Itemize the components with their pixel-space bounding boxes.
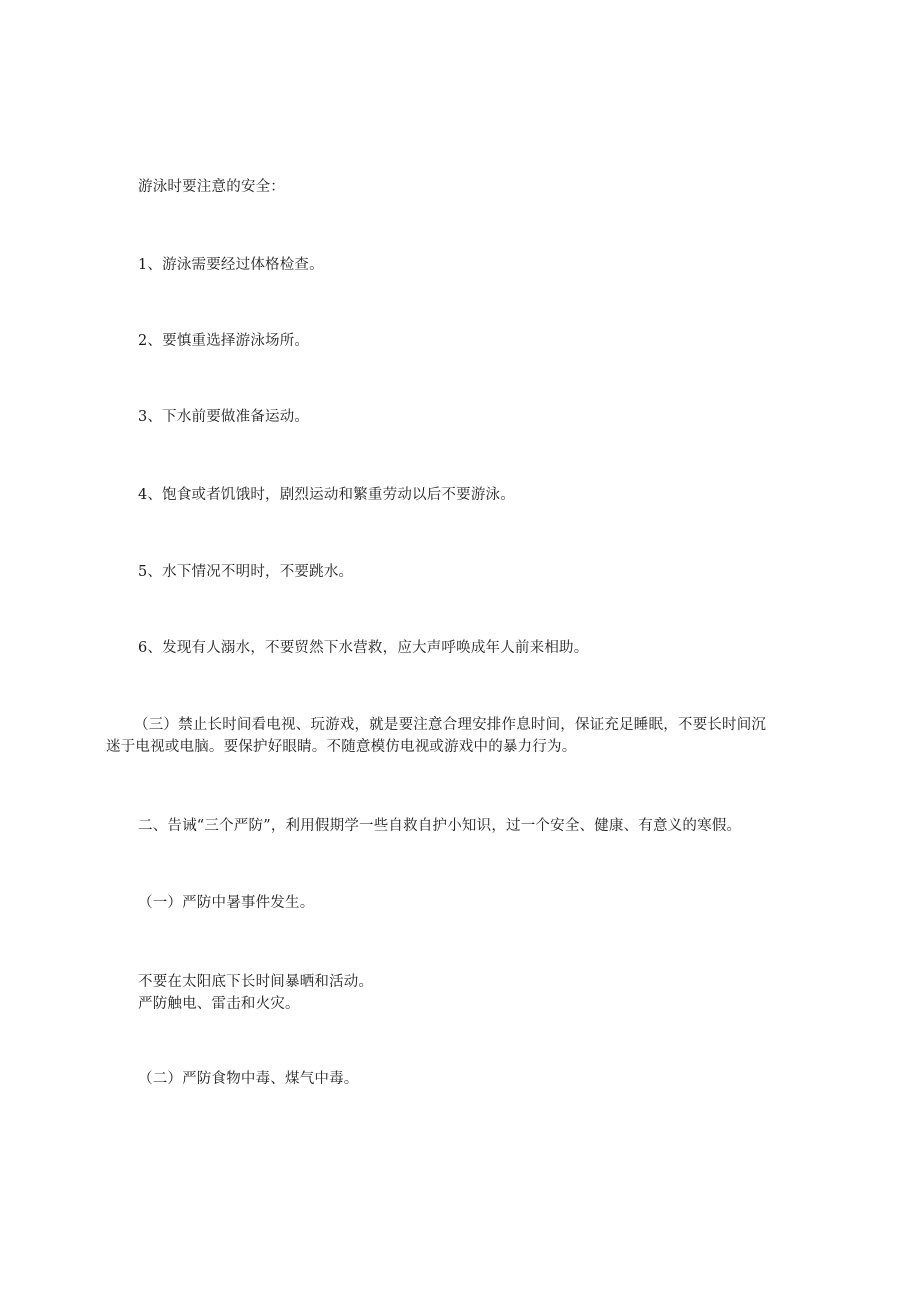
swim-rule-6: 6、发现有人溺水，不要贸然下水营救，应大声呼唤成年人前来相助。 xyxy=(138,640,589,656)
swim-rule-3: 3、下水前要做准备运动。 xyxy=(138,409,310,425)
section-two-heading: 二、告诫“三个严防”，利用假期学一些自救自护小知识，过一个安全、健康、有意义的寒假。 xyxy=(138,818,742,834)
sub-section-one-heading: （一）严防中暑事件发生。 xyxy=(138,895,315,911)
item-three-line-1: （三）禁止长时间看电视、玩游戏，就是要注意合理安排作息时间，保证充足睡眠，不要长时间沉 xyxy=(134,717,767,733)
swim-rule-4: 4、饱食或者饥饿时，剧烈运动和繁重劳动以后不要游泳。 xyxy=(138,487,515,503)
sub-one-line-1: 不要在太阳底下长时间暴晒和活动。 xyxy=(138,974,374,990)
swim-rule-2: 2、要慎重选择游泳场所。 xyxy=(138,333,310,349)
item-three-line-2: 迷于电视或电脑。要保护好眼睛。不随意模仿电视或游戏中的暴力行为。 xyxy=(106,739,577,755)
swim-safety-heading: 游泳时要注意的安全： xyxy=(138,179,285,195)
sub-section-two-heading: （二）严防食物中毒、煤气中毒。 xyxy=(138,1071,359,1087)
item-three-paragraph xyxy=(106,714,806,758)
swim-rule-1: 1、游泳需要经过体格检查。 xyxy=(138,257,324,273)
sub-one-line-2: 严防触电、雷击和火灾。 xyxy=(138,996,300,1012)
swim-rule-5: 5、水下情况不明时，不要跳水。 xyxy=(138,564,354,580)
